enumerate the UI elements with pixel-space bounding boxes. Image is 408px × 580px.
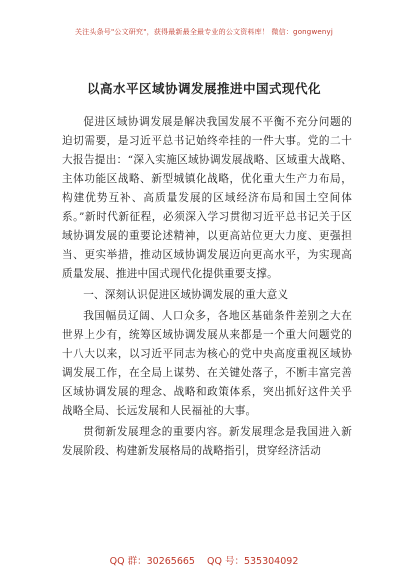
- paragraph-significance: 我国幅员辽阔、人口众多，各地区基础条件差别之大在世界上少有，统筹区域协调发展从来都是一个重大问题党的十八大以来，以习近平同志为核心的党中央高度重视区域协调发展工作，在全局上谋势、在关键处落子，不断丰富完善区域协调发展的理念、战略和政策体系，突出抓好这件关乎战略全局、长远发展和人民福祉的大事。: [62, 310, 352, 417]
- page-header-banner: 关注头条号"公文研究"，获得最新最全最专业的公文资料库！ 微信：gongwenyj: [74, 28, 334, 36]
- paragraph-new-development: 贯彻新发展理念的重要内容。新发展理念是我国进入新发展阶段、构建新发展格局的战略指引，贯穿经济活动: [62, 426, 352, 457]
- document-title: 以高水平区域协调发展推进中国式现代化: [86, 81, 321, 96]
- footer-qq-number: QQ 号：535304092: [206, 556, 299, 567]
- page-footer: [0, 553, 408, 567]
- paragraph-intro: 促进区域协调发展是解决我国发展不平衡不充分问题的迫切需要，是习近平总书记始终牵挂的一件大事。党的二十大报告提出：“深入实施区域协调发展战略、区域重大战略、主体功能区战略、新型城镇化战略，优化重大生产力布局，构建优势互补、高质量发展的区域经济布局和国土空间体系。”新时代新征程，必须深入学习贯彻习近平总书记关于区域协调发展的重要论述精神，以更高站位更大力度、更强担当、更实举措，推动区域协调发展迈向更高水平，为实现高质量发展、推进中国式现代化提供重要支撑。: [62, 116, 352, 280]
- document-body: [62, 113, 352, 463]
- section-heading: 一、深刻认识促进区域协调发展的重大意义: [83, 289, 289, 301]
- footer-qq-group: QQ 群：30265665: [109, 556, 195, 567]
